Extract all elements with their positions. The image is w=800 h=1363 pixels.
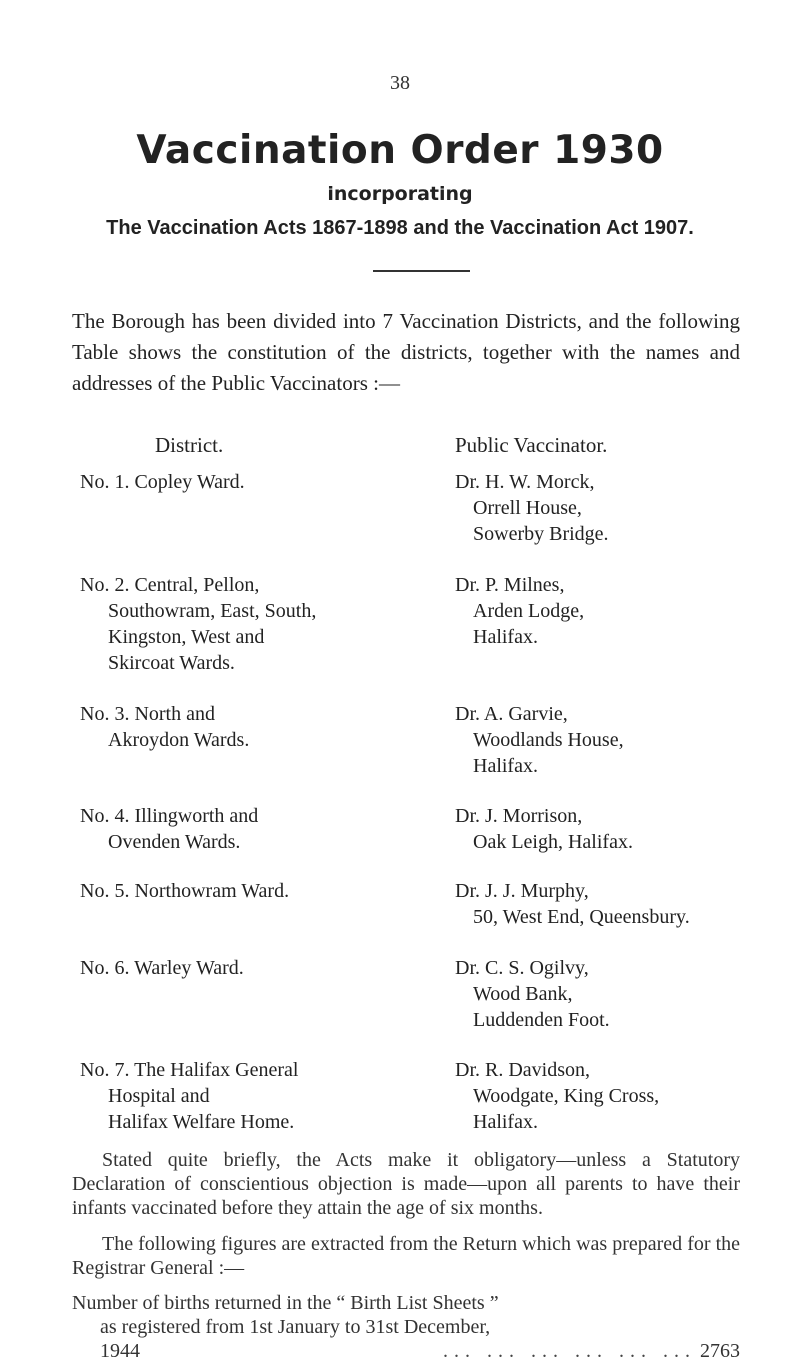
district-line: Southowram, East, South, <box>108 600 317 622</box>
vaccinator-address-line: Halifax. <box>473 1111 538 1133</box>
births-label-line: Number of births returned in the “ Birth List Sheets ” <box>72 1292 499 1314</box>
district-line: No. 4. Illingworth and <box>80 805 259 827</box>
obligation-paragraph <box>72 1148 740 1220</box>
acts-line: The Vaccination Acts 1867-1898 and the Vaccination Act 1907. <box>106 217 694 239</box>
district-line: No. 7. The Halifax General <box>80 1059 299 1081</box>
vaccinator-address-line: Luddenden Foot. <box>473 1009 610 1031</box>
vaccinator-cell <box>455 955 775 1033</box>
subtitle: incorporating <box>327 183 473 205</box>
district-cell <box>80 1057 420 1135</box>
births-total: 2763 <box>700 1340 740 1362</box>
page-title: Vaccination Order 1930 <box>136 128 664 173</box>
district-cell <box>80 701 420 753</box>
district-line: No. 5. Northowram Ward. <box>80 880 290 902</box>
births-year: 1944 <box>100 1340 140 1362</box>
vaccinator-name: Dr. R. Davidson, <box>455 1059 590 1081</box>
page-number: 38 <box>390 72 410 94</box>
district-line: No. 2. Central, Pellon, <box>80 574 260 596</box>
vaccinator-name: Dr. H. W. Morck, <box>455 471 595 493</box>
vaccinator-cell <box>455 1057 775 1135</box>
district-line: Akroydon Wards. <box>108 729 250 751</box>
district-line: No. 1. Copley Ward. <box>80 471 245 493</box>
district-line: Skircoat Wards. <box>108 652 235 674</box>
district-cell <box>80 469 420 495</box>
vaccinator-address-line: Woodlands House, <box>473 729 624 751</box>
obligation-text: Stated quite briefly, the Acts make it obligatory—unless a Statutory Declaration of conscientious objection is made—upon all parents to have their infants vaccinated before they attain the age of six months. <box>72 1149 740 1219</box>
district-cell <box>80 572 420 676</box>
vaccinator-name: Dr. J. J. Murphy, <box>455 880 589 902</box>
dot-leader: ... ... ... ... ... ... <box>443 1340 696 1362</box>
vaccinator-name: Dr. J. Morrison, <box>455 805 583 827</box>
figures-paragraph <box>72 1232 740 1280</box>
vaccinator-address-line: Woodgate, King Cross, <box>473 1085 660 1107</box>
vaccinator-address-line: Oak Leigh, Halifax. <box>473 831 633 853</box>
vaccinator-cell <box>455 469 775 547</box>
vaccinator-name: Dr. C. S. Ogilvy, <box>455 957 589 979</box>
vaccinator-cell <box>455 572 775 650</box>
vaccinator-address-line: Halifax. <box>473 755 538 777</box>
figures-text: The following figures are extracted from the Return which was prepared for the Registrar General :— <box>72 1233 740 1279</box>
births-figure <box>72 1291 740 1363</box>
vaccinator-address-line: Sowerby Bridge. <box>473 523 609 545</box>
vaccinator-address-line: Arden Lodge, <box>473 600 585 622</box>
vaccinator-cell <box>455 803 775 855</box>
divider <box>373 270 470 272</box>
vaccinator-name: Dr. P. Milnes, <box>455 574 565 596</box>
district-line: Kingston, West and <box>108 626 265 648</box>
district-column-header: District. <box>155 433 224 457</box>
vaccinator-address-line: 50, West End, Queensbury. <box>473 906 690 928</box>
vaccinator-column-header: Public Vaccinator. <box>455 433 608 457</box>
vaccinator-address-line: Wood Bank, <box>473 983 573 1005</box>
intro-paragraph: The Borough has been divided into 7 Vaccination Districts, and the following Table shows the constitution of the districts, together with the names and addresses of the Public Vaccinators :— <box>72 309 740 395</box>
district-line: Hospital and <box>108 1085 210 1107</box>
district-line: No. 6. Warley Ward. <box>80 957 244 979</box>
vaccinator-cell <box>455 701 775 779</box>
district-line: Halifax Welfare Home. <box>108 1111 295 1133</box>
vaccinator-address-line: Halifax. <box>473 626 538 648</box>
district-line: No. 3. North and <box>80 703 215 725</box>
births-label-line: as registered from 1st January to 31st December, <box>100 1316 491 1338</box>
district-cell <box>80 803 420 855</box>
district-line: Ovenden Wards. <box>108 831 241 853</box>
district-cell <box>80 955 420 981</box>
vaccinator-name: Dr. A. Garvie, <box>455 703 568 725</box>
vaccinator-address-line: Orrell House, <box>473 497 582 519</box>
district-cell <box>80 878 420 904</box>
vaccinator-cell <box>455 878 775 930</box>
